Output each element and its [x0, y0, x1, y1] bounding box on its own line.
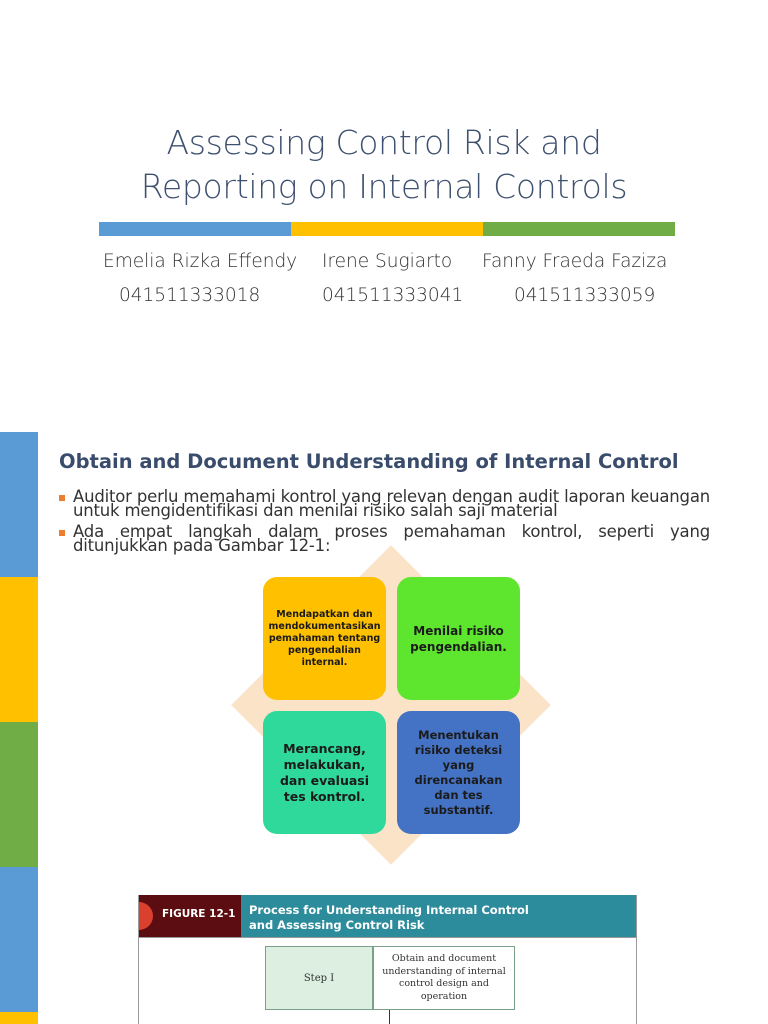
figure-divider — [139, 937, 637, 938]
bullet-item — [59, 487, 710, 520]
title-underline-blue — [99, 222, 291, 236]
author-id-2: 041511333041 — [322, 285, 464, 306]
bullet-text: Auditor perlu memahami kontrol yang relevan dengan audit laporan keuangan untuk mengidentifikasi dan menilai risiko salah saji material — [73, 487, 710, 520]
author-name-2: Irene Sugiarto — [322, 251, 453, 272]
diagram-step-detection-risk: Menentukan risiko deteksi yang direncanakan dan tes substantif. — [397, 711, 520, 834]
bullet-text: Ada empat langkah dalam proses pemahaman kontrol, seperti yang ditunjukkan pada Gambar 12-1: — [73, 522, 710, 555]
slide-heading: Obtain and Document Understanding of Internal Control — [59, 450, 679, 473]
figure-label: FIGURE 12-1 — [162, 908, 236, 920]
diagram-step-understand: Mendapatkan dan mendokumentasikan pemahaman tentang pengendalian internal. — [263, 577, 386, 700]
title-underline-yellow — [291, 222, 483, 236]
figure-step-connector — [389, 1010, 390, 1024]
bullet-marker-icon — [59, 495, 65, 501]
bullet-marker-icon — [59, 530, 65, 536]
side-bar-segment-yellow — [0, 577, 38, 722]
four-step-diagram — [230, 544, 552, 866]
figure-title-line-2: and Assessing Control Risk — [249, 918, 425, 932]
figure-title-line-1: Process for Understanding Internal Control — [249, 903, 529, 917]
diagram-step-test-controls: Merancang, melakukan, dan evaluasi tes kontrol. — [263, 711, 386, 834]
author-name-3: Fanny Fraeda Faziza — [482, 251, 668, 272]
side-bar-segment-yellow — [0, 1012, 38, 1024]
slide-title-line-1: Assessing Control Risk and — [166, 123, 602, 162]
slide-title-line-2: Reporting on Internal Controls — [140, 167, 628, 206]
diagram-step-assess-risk: Menilai risiko pengendalian. — [397, 577, 520, 700]
title-slide — [0, 0, 768, 410]
side-bar-segment-blue — [0, 432, 38, 577]
figure-step-description: Obtain and document understanding of internal control design and operation — [373, 946, 515, 1010]
author-name-1: Emelia Rizka Effendy — [103, 251, 298, 272]
author-id-1: 041511333018 — [119, 285, 261, 306]
figure-header — [139, 895, 637, 937]
figure-circle-icon — [138, 902, 153, 930]
side-bar-segment-green — [0, 722, 38, 867]
figure-title-box — [241, 895, 637, 937]
title-underline-green — [483, 222, 675, 236]
figure-label-box — [139, 895, 241, 937]
figure-step-label: Step I — [265, 946, 373, 1010]
content-slide — [0, 432, 768, 1024]
author-id-3: 041511333059 — [514, 285, 656, 306]
textbook-figure — [138, 895, 637, 1024]
side-bar-segment-blue — [0, 867, 38, 1012]
